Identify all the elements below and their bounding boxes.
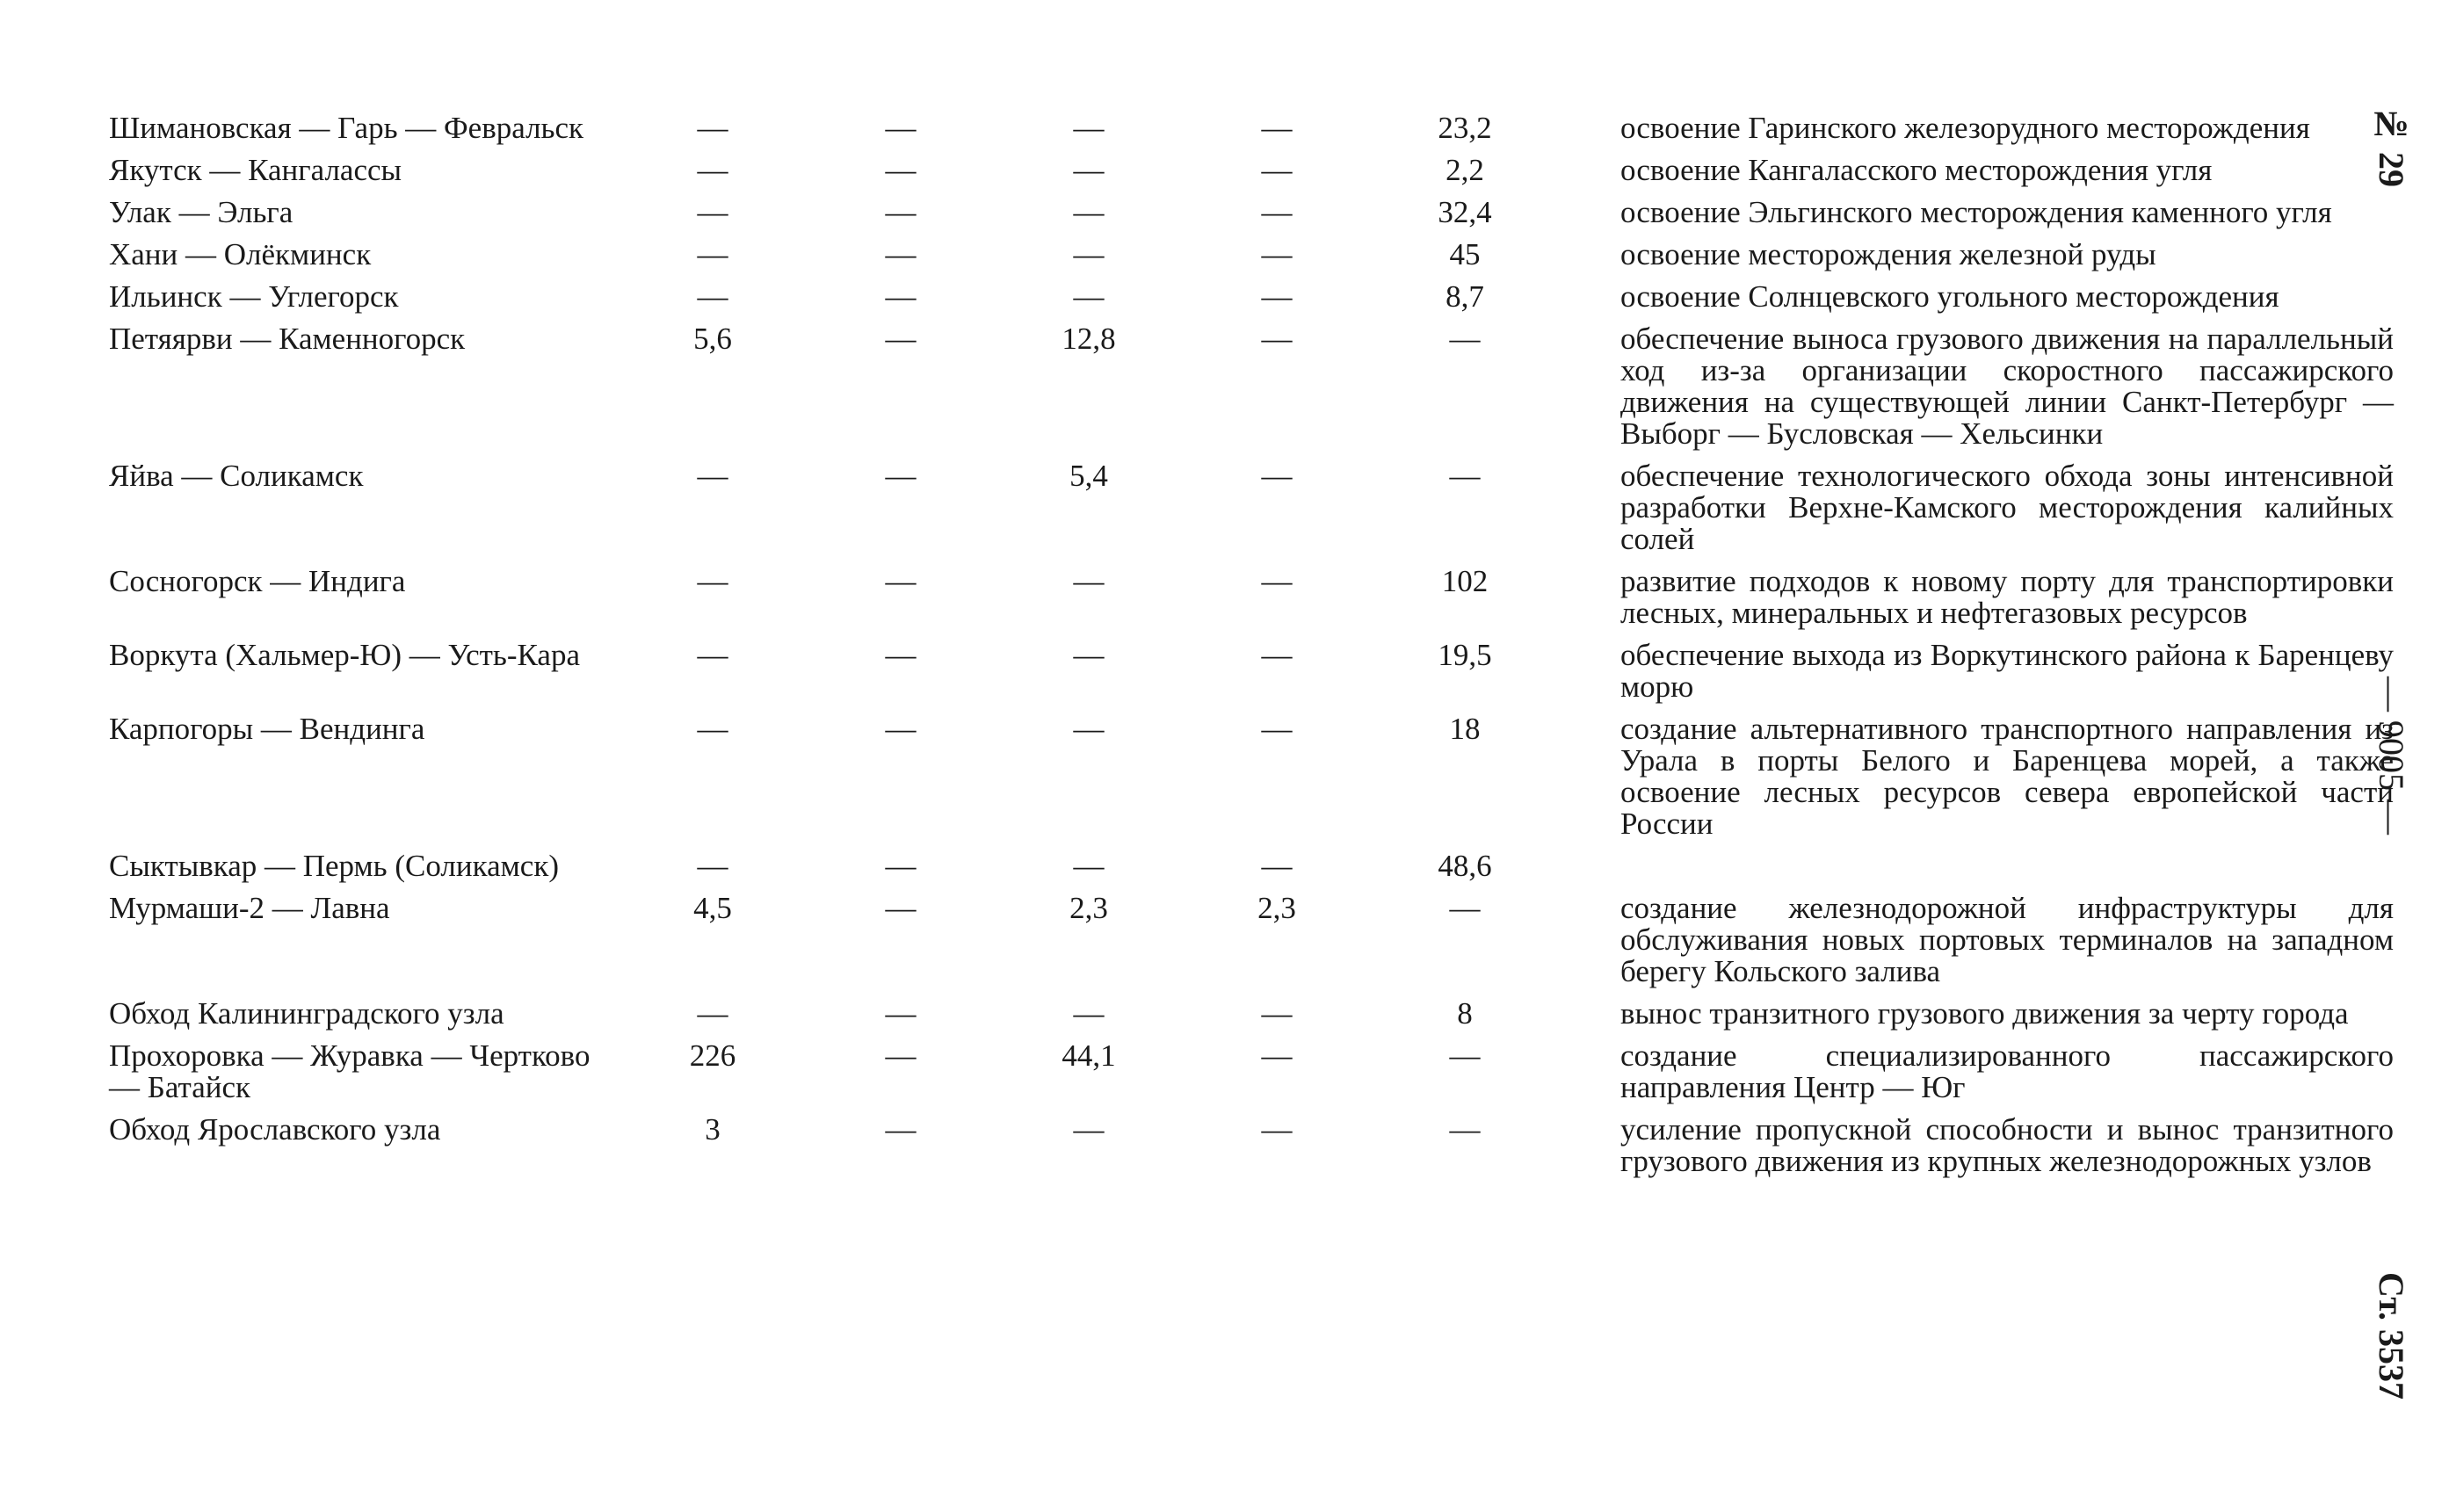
value-cell-2: — — [885, 111, 917, 145]
purpose-cell: обеспечение технологического обхода зоны интенсивной разработки Верхне-Камского месторождения калийных солей — [1620, 459, 2394, 556]
value-cell-5: 23,2 — [1438, 111, 1492, 145]
purpose-cell: обеспечение выхода из Воркутинского района к Баренцеву морю — [1620, 638, 2394, 704]
table-row — [109, 281, 2394, 323]
route-cell: Петяярви — Каменногорск — [109, 322, 466, 356]
spacer-cell — [1559, 893, 1620, 998]
value-cell-3: — — [1073, 153, 1105, 187]
value-cell-2: — — [885, 322, 917, 356]
purpose-cell: освоение месторождения железной руды — [1620, 237, 2156, 271]
spacer-cell — [1559, 323, 1620, 460]
value-cell-2: — — [885, 237, 917, 271]
value-cell-2: — — [885, 564, 917, 598]
value-cell-1: — — [697, 564, 728, 598]
value-cell-5: 102 — [1441, 564, 1489, 598]
value-cell-5: — — [1449, 1038, 1481, 1073]
page-number: Ст. 3537 — [2372, 1272, 2411, 1400]
value-cell-3: 44,1 — [1061, 1038, 1116, 1073]
value-cell-2: — — [885, 153, 917, 187]
value-cell-1: — — [697, 712, 728, 746]
purpose-cell: освоение Гаринского железорудного месторождения — [1620, 111, 2310, 145]
value-cell-5: — — [1449, 1112, 1481, 1147]
route-cell: Яйва — Соликамск — [109, 459, 364, 493]
value-cell-2: — — [885, 891, 917, 925]
table-row — [109, 197, 2394, 239]
purpose-cell: обеспечение выноса грузового движения на параллельный ход из-за организации скоростного пассажирского движения на существующей линии Санкт-Петербург — Выборг — Бусловская — Хельсинки — [1620, 322, 2394, 451]
value-cell-4: — — [1261, 996, 1293, 1031]
value-cell-4: — — [1261, 237, 1293, 271]
table-row — [109, 640, 2394, 713]
value-cell-5: — — [1449, 459, 1481, 493]
spacer-cell — [1559, 460, 1620, 566]
value-cell-2: — — [885, 996, 917, 1031]
purpose-cell: вынос транзитного грузового движения за черту города — [1620, 996, 2349, 1031]
purpose-cell: освоение Солнцевского угольного месторождения — [1620, 279, 2279, 314]
spacer-cell — [1559, 998, 1620, 1040]
route-cell: Сосногорск — Индига — [109, 564, 406, 598]
table-row — [109, 112, 2394, 155]
value-cell-1: — — [697, 279, 728, 314]
route-cell: Прохоровка — Журавка — Чертково — Батайск — [109, 1038, 591, 1104]
value-cell-5: 19,5 — [1438, 638, 1492, 672]
route-cell: Обход Калининградского узла — [109, 996, 504, 1031]
value-cell-3: — — [1073, 638, 1105, 672]
value-cell-3: 2,3 — [1069, 891, 1108, 925]
purpose-cell: создание альтернативного транспортного направления из Урала в порты Белого и Баренцева морей, а также освоение лесных ресурсов севера европейской части России — [1620, 712, 2394, 841]
value-cell-1: — — [697, 111, 728, 145]
railway-lines-table — [109, 112, 2394, 1188]
route-cell: Мурмаши-2 — Лавна — [109, 891, 390, 925]
value-cell-1: — — [697, 638, 728, 672]
value-cell-2: — — [885, 1112, 917, 1147]
value-cell-5: 8,7 — [1445, 279, 1484, 314]
table-row — [109, 460, 2394, 566]
value-cell-3: 12,8 — [1061, 322, 1116, 356]
issue-number: № 29 — [2372, 104, 2411, 187]
value-cell-4: — — [1261, 1112, 1293, 1147]
purpose-cell — [1620, 850, 2394, 893]
table-body — [109, 112, 2394, 1188]
route-cell: Воркута (Хальмер-Ю) — Усть-Кара — [109, 638, 581, 672]
table-row — [109, 239, 2394, 281]
table-row — [109, 850, 2394, 893]
value-cell-5: 32,4 — [1438, 195, 1492, 229]
spacer-cell — [1559, 155, 1620, 197]
value-cell-1: 4,5 — [693, 891, 732, 925]
route-cell: Шимановская — Гарь — Февральск — [109, 111, 584, 145]
value-cell-1: — — [697, 153, 728, 187]
route-cell: Карпогоры — Вендинга — [109, 712, 425, 746]
value-cell-4: — — [1261, 459, 1293, 493]
value-cell-3: — — [1073, 712, 1105, 746]
purpose-cell: освоение Эльгинского месторождения каменного угля — [1620, 195, 2332, 229]
spacer-cell — [1559, 197, 1620, 239]
value-cell-4: — — [1261, 153, 1293, 187]
value-cell-5: — — [1449, 891, 1481, 925]
value-cell-1: 5,6 — [693, 322, 732, 356]
value-cell-3: — — [1073, 111, 1105, 145]
value-cell-1: — — [697, 996, 728, 1031]
value-cell-4: — — [1261, 322, 1293, 356]
route-cell: Ильинск — Углегорск — [109, 279, 399, 314]
spacer-cell — [1559, 713, 1620, 850]
value-cell-4: — — [1261, 279, 1293, 314]
value-cell-5: 2,2 — [1445, 153, 1484, 187]
value-cell-1: — — [697, 459, 728, 493]
table-row — [109, 713, 2394, 850]
value-cell-2: — — [885, 279, 917, 314]
spacer-cell — [1559, 1040, 1620, 1114]
purpose-cell: усиление пропускной способности и вынос транзитного грузового движения из крупных железнодорожных узлов — [1620, 1112, 2394, 1178]
spacer-cell — [1559, 281, 1620, 323]
value-cell-3: — — [1073, 564, 1105, 598]
value-cell-4: — — [1261, 1038, 1293, 1073]
value-cell-2: — — [885, 1038, 917, 1073]
spacer-cell — [1559, 112, 1620, 155]
value-cell-1: 3 — [705, 1112, 721, 1147]
table-row — [109, 1040, 2394, 1114]
value-cell-3: — — [1073, 279, 1105, 314]
value-cell-3: — — [1073, 1112, 1105, 1147]
value-cell-4: — — [1261, 638, 1293, 672]
value-cell-5: — — [1449, 322, 1481, 356]
value-cell-3: — — [1073, 849, 1105, 883]
value-cell-5: 45 — [1449, 237, 1481, 271]
route-cell: Якутск — Кангалассы — [109, 153, 402, 187]
purpose-cell: создание железнодорожной инфраструктуры для обслуживания новых портовых терминалов на западном берегу Кольского залива — [1620, 891, 2394, 988]
spacer-cell — [1559, 640, 1620, 713]
value-cell-4: — — [1261, 111, 1293, 145]
purpose-cell: развитие подходов к новому порту для транспортировки лесных, минеральных и нефтегазовых ресурсов — [1620, 564, 2394, 630]
value-cell-4: 2,3 — [1257, 891, 1296, 925]
table-row — [109, 998, 2394, 1040]
value-cell-4: — — [1261, 195, 1293, 229]
route-cell: Сыктывкар — Пермь (Соликамск) — [109, 849, 559, 883]
route-cell: Улак — Эльга — [109, 195, 293, 229]
table-row — [109, 1114, 2394, 1188]
table-row — [109, 155, 2394, 197]
value-cell-4: — — [1261, 564, 1293, 598]
table-row — [109, 566, 2394, 640]
value-cell-4: — — [1261, 712, 1293, 746]
value-cell-1: — — [697, 195, 728, 229]
value-cell-3: 5,4 — [1069, 459, 1108, 493]
value-cell-2: — — [885, 638, 917, 672]
value-cell-2: — — [885, 459, 917, 493]
value-cell-3: — — [1073, 237, 1105, 271]
value-cell-5: 18 — [1449, 712, 1481, 746]
value-cell-1: 226 — [689, 1038, 736, 1073]
purpose-cell: освоение Кангаласского месторождения угля — [1620, 153, 2213, 187]
spacer-cell — [1559, 850, 1620, 893]
value-cell-1: — — [697, 849, 728, 883]
value-cell-3: — — [1073, 996, 1105, 1031]
table-row — [109, 323, 2394, 460]
purpose-cell: создание специализированного пассажирского направления Центр — Юг — [1620, 1038, 2394, 1104]
spacer-cell — [1559, 239, 1620, 281]
page-year-marker: — 9005 — — [2372, 676, 2411, 835]
route-cell: Хани — Олёкминск — [109, 237, 372, 271]
value-cell-3: — — [1073, 195, 1105, 229]
value-cell-2: — — [885, 195, 917, 229]
value-cell-2: — — [885, 849, 917, 883]
value-cell-2: — — [885, 712, 917, 746]
spacer-cell — [1559, 566, 1620, 640]
route-cell: Обход Ярославского узла — [109, 1112, 441, 1147]
spacer-cell — [1559, 1114, 1620, 1188]
value-cell-1: — — [697, 237, 728, 271]
value-cell-5: 8 — [1457, 996, 1473, 1031]
value-cell-5: 48,6 — [1438, 849, 1492, 883]
value-cell-4: — — [1261, 849, 1293, 883]
table-row — [109, 893, 2394, 998]
